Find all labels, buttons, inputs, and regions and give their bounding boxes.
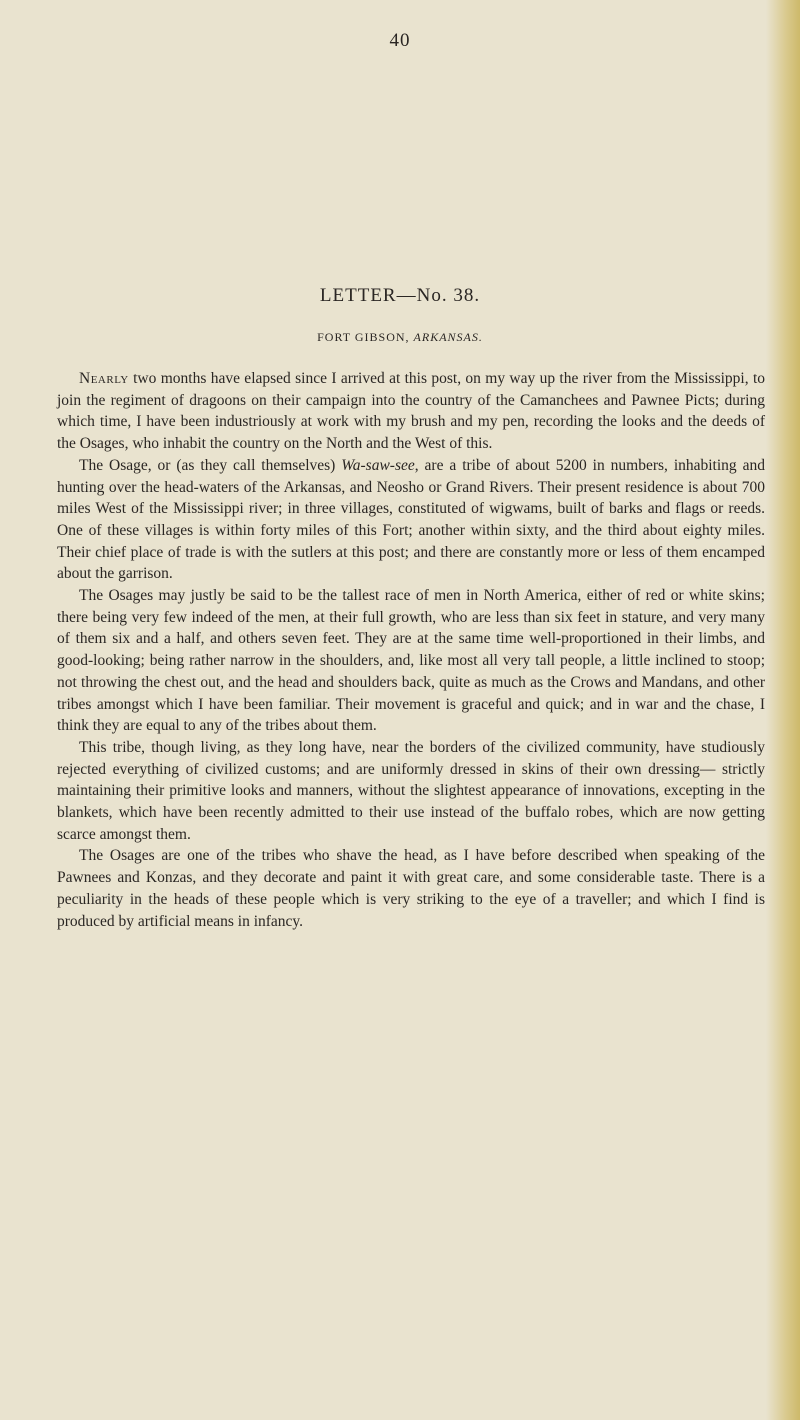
paragraph xyxy=(57,455,765,585)
italic-term: Wa-saw-see xyxy=(341,456,415,474)
paragraph xyxy=(57,368,765,455)
page-edge-shading xyxy=(766,0,800,1420)
paragraph-text: The Osage, or (as they call themselves) xyxy=(79,456,342,474)
paragraph xyxy=(57,845,765,932)
paragraph xyxy=(57,737,765,846)
dateline-state: ARKANSAS. xyxy=(413,330,483,344)
page-number: 40 xyxy=(389,30,411,51)
letter-body xyxy=(57,368,765,932)
dateline-place: FORT GIBSON, xyxy=(317,330,410,344)
paragraph-text: two months have elapsed since I arrived at this post, on my way up the river from the Mississippi, to join the regiment of dragoons on their campaign into the country of the Camanchees and Pawnee Picts; during which time, I have been industriously at work with my brush and my pen, recording the looks and the deeds of the Osages, who inhabit the country on the North and the West of this. xyxy=(57,370,765,453)
paragraph-text: , are a tribe of about 5200 in numbers, inhabiting and hunting over the head-waters of the Arkansas, and Neosho or Grand Rivers. Their present residence is about 700 miles West of the Mississippi river; in three villages, constituted of wigwams, built of barks and flags or reeds. One of these villages is within forty miles of this Fort; another within sixty, and the third about eighty miles. Their chief place of trade is with the sutlers at this post; and there are constantly more or less of them encamped about the garrison. xyxy=(57,456,765,583)
paragraph-text: The Osages may justly be said to be the tallest race of men in North America, either of red or white skins; there being very few indeed of the men, at their full growth, who are less than six feet in stature, and very many of them six and a half, and others seven feet. They are at the same time well-proportioned in their limbs, and good-looking; being rather narrow in the shoulders, and, like most all very tall people, a little inclined to stoop; not throwing the chest out, and the head and shoulders back, quite as much as the Crows and Mandans, and other tribes amongst which I have been familiar. Their movement is graceful and quick; and in war and the chase, I think they are equal to any of the tribes about them. xyxy=(57,587,765,735)
drop-word: Nearly xyxy=(79,370,129,387)
paragraph-text: This tribe, though living, as they long have, near the borders of the civilized community, have studiously rejected everything of civilized customs; and are uniformly dressed in skins of their own dressing— strictly maintaining their primitive looks and manners, without the slightest appearance of innovations, excepting in the blankets, which have been recently admitted to their use instead of the buffalo robes, which are now getting scarce amongst them. xyxy=(57,738,765,843)
paragraph-text: The Osages are one of the tribes who shave the head, as I have before described when speaking of the Pawnees and Konzas, and they decorate and paint it with great care, and some considerable taste. There is a peculiarity in the heads of these people which is very striking to the eye of a traveller; and which I find is produced by artificial means in infancy. xyxy=(57,847,765,930)
dateline xyxy=(0,330,800,345)
letter-title: LETTER—No. 38. xyxy=(319,285,481,306)
paragraph xyxy=(57,585,765,737)
